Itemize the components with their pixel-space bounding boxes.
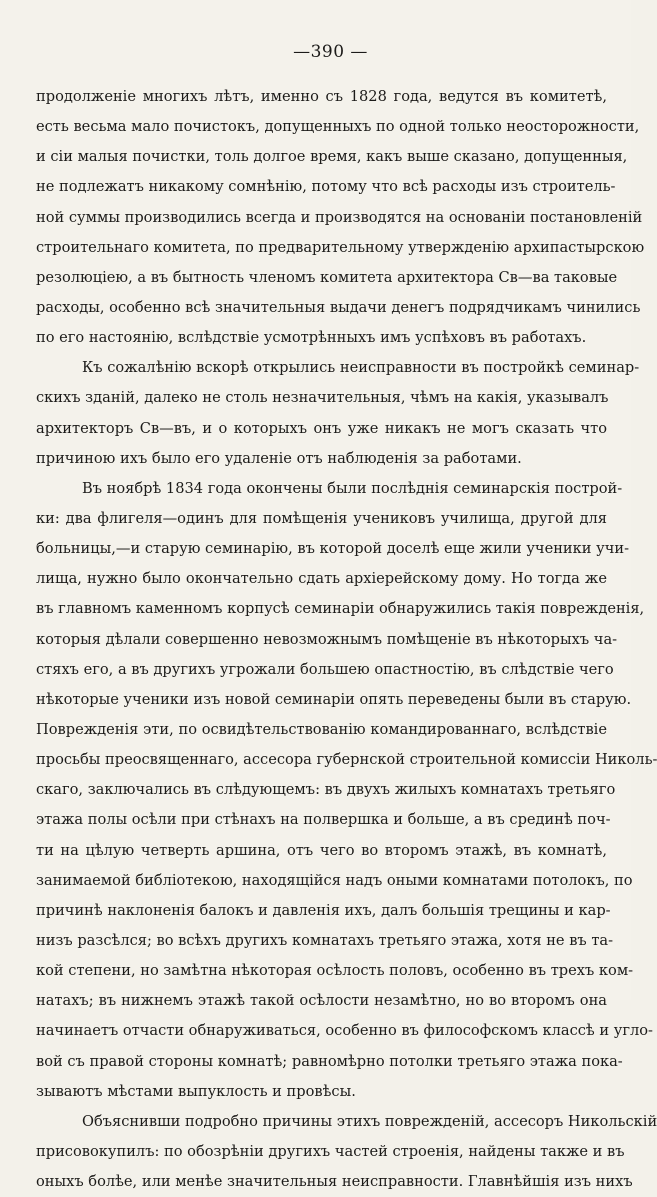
text-line: больницы,—и старую семинарію, въ которой доселѣ еще жили ученики учи- [36,540,630,558]
text-line: расходы, особенно всѣ значительныя выдачи денегъ подрядчикамъ чинились [36,298,641,316]
text-line: Объяснивши подробно причины этихъ поврежденій, ассесоръ Никольскій [82,1112,657,1130]
text-line: натахъ; въ нижнемъ этажѣ такой осѣлости незамѣтно, но во второмъ она [36,992,607,1010]
text-line: ти на цѣлую четверть аршина, отъ чего во второмъ этажѣ, въ комнатѣ, [36,841,607,859]
text-line: не подлежатъ никакому сомнѣнію, потому что всѣ расходы изъ строитель- [36,178,616,196]
text-line: строительнаго комитета, по предварительному утвержденію архипастырскою [36,238,645,256]
text-line: этажа полы осѣли при стѣнахъ на полвершка и больше, а въ срединѣ поч- [36,811,611,829]
text-line: присовокупилъ: по обозрѣніи другихъ частей строенія, найдены также и въ [36,1142,625,1160]
body-text [36,82,657,1197]
text-line: стяхъ его, а въ другихъ угрожали большею опастностію, въ слѣдствіе чего [36,660,614,678]
text-line: которыя дѣлали совершенно невозможнымъ помѣщеніе въ нѣкоторыхъ ча- [36,630,618,648]
page-number: —390 — [293,42,368,62]
text-line: Поврежденія эти, по освидѣтельствованію командированнаго, вслѣдствіе [36,720,607,738]
text-line: есть весьма мало почистокъ, допущенныхъ по одной только неосторожности, [36,118,640,136]
text-line: зываютъ мѣстами выпуклость и провѣсы. [36,1082,356,1100]
text-line: архитекторъ Св—въ, и о которыхъ онъ уже никакъ не могъ сказать что [36,419,607,437]
text-line: Въ ноябрѣ 1834 года окончены были послѣднія семинарскія построй- [82,479,623,497]
paragraph [36,353,640,474]
text-line: кой степени, но замѣтна нѣкоторая осѣлость половъ, особенно въ трехъ ком- [36,962,634,980]
text-line: продолженіе многихъ лѣтъ, именно съ 1828 года, ведутся въ комитетѣ, [36,88,607,105]
text-line: скихъ зданій, далеко не столь незначительныя, чѣмъ на какія, указывалъ [36,389,609,407]
text-line: лища, нужно было окончательно сдать архіерейскому дому. Но тогда же [36,570,607,588]
text-line: оныхъ болѣе, или менѣе значительныя неисправности. Главнѣйшія изъ нихъ [36,1173,633,1191]
paragraph [36,1107,657,1197]
text-line: вой съ правой стороны комнатѣ; равномѣрно потолки третьяго этажа пока- [36,1052,623,1070]
paragraph [36,474,657,1107]
text-line: просьбы преосвященнаго, ассесора губернской строительной комиссіи Николь- [36,751,657,769]
text-line: Къ сожалѣнію вскорѣ открылись неисправности въ постройкѣ семинар- [82,359,640,377]
text-line: начинаетъ отчасти обнаруживаться, особенно въ философскомъ классѣ и угло- [36,1022,653,1040]
text-line: занимаемой библіотекою, находящійся надъ оными комнатами потолокъ, по [36,871,633,889]
text-line: ной суммы производились всегда и производятся на основаніи постановленій [36,208,643,226]
text-line: причинѣ наклоненія балокъ и давленія ихъ, далъ большія трещины и кар- [36,901,611,919]
text-line: и сіи малыя почистки, толь долгое время, какъ выше сказано, допущенныя, [36,148,628,166]
text-line: по его настоянію, вслѣдствіе усмотрѣнныхъ имъ успѣховъ въ работахъ. [36,329,587,347]
paragraph [36,82,645,353]
text-line: ки: два флигеля—одинъ для помѣщенія учениковъ училища, другой для [36,509,607,527]
text-line: нѣкоторые ученики изъ новой семинаріи опять переведены были въ старую. [36,690,632,708]
text-line: резолюціею, а въ бытность членомъ комитета архитектора Св—ва таковые [36,268,618,286]
text-line: низъ разсѣлся; во всѣхъ другихъ комнатахъ третьяго этажа, хотя не въ та- [36,931,614,949]
text-line: причиною ихъ было его удаленіе отъ наблюденія за работами. [36,449,522,467]
text-line: въ главномъ каменномъ корпусѣ семинаріи обнаружились такія поврежденія, [36,600,645,618]
text-line: скаго, заключались въ слѣдующемъ: въ двухъ жилыхъ комнатахъ третьяго [36,781,616,799]
